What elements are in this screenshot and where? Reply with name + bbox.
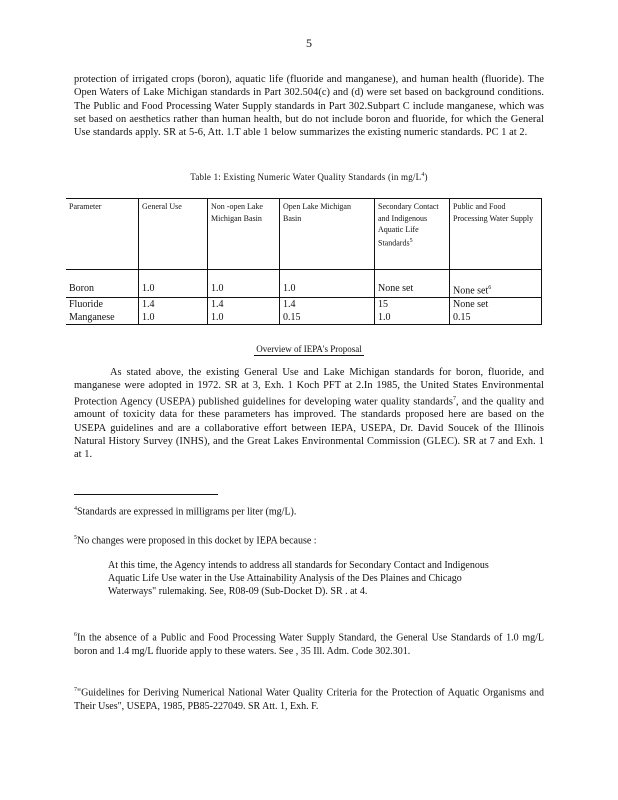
standards-table: [66, 198, 542, 325]
cell-value: [450, 270, 542, 298]
table-caption-close: ): [424, 172, 428, 182]
cell-value: 1.0: [139, 311, 208, 325]
header-parameter: Parameter: [66, 199, 139, 270]
cell-value: 1.4: [139, 298, 208, 312]
cell-value: None set: [450, 298, 542, 312]
header-secondary-contact-text: Secondary Contact and Indigenous Aquatic Life Standards: [378, 202, 439, 248]
cell-value: 1.0: [208, 270, 280, 298]
section-heading: [0, 344, 618, 354]
footnote-7: [74, 684, 544, 713]
footnote-6: [74, 629, 544, 658]
cell-value: 1.0: [139, 270, 208, 298]
header-open-lake-michigan: Open Lake Michigan Basin: [280, 199, 375, 270]
cell-value: 15: [375, 298, 450, 312]
table-row: [66, 270, 542, 298]
overview-text-2: , and the quality and amount of toxicity data for these parameters has improved. The standards proposed here are based on the USEPA guidelines and are a collaborative effort between IEPA, USEPA, Dr. David Soucek of the Illinois Natural History Survey (INHS), and the Great Lakes Environmental Commission (GLEC). SR at 7 and Exh. 1 at 1.: [74, 396, 544, 461]
footnote-4-text: Standards are expressed in milligrams per liter (mg/L).: [77, 506, 297, 518]
cell-value: 0.15: [280, 311, 375, 325]
footnote-6-text: In the absence of a Public and Food Processing Water Supply Standard, the General Use Standards of 1.0 mg/L boron and 1.4 mg/L fluoride apply to these waters. See , 35 Ill. Adm. Code 302.301.: [74, 632, 544, 657]
footnote-ref-7: 7: [452, 395, 456, 402]
cell-value: 1.0: [208, 311, 280, 325]
footnote-5-text: No changes were proposed in this docket by IEPA because :: [77, 535, 317, 547]
table-header-row: [66, 199, 542, 270]
cell-value: 1.4: [208, 298, 280, 312]
header-secondary-note: 5: [409, 237, 413, 244]
table-caption-text: Table 1: Existing Numeric Water Quality Standards (in mg/L: [190, 172, 422, 182]
footnote-5-quote: At this time, the Agency intends to address all standards for Secondary Contact and Indigenous Aquatic Life Use water in the Use Attainability Analysis of the Des Plaines and Chicago Waterways" rulemaking. See, R08-09 (Sub-Docket D). SR . at 4.: [108, 560, 489, 598]
section-heading-text: Overview of IEPA's Proposal: [256, 344, 362, 354]
header-public-food-processing: Public and Food Processing Water Supply: [450, 199, 542, 270]
footnote-7-text: "Guidelines for Deriving Numerical National Water Quality Criteria for the Protection of Aquatic Organisms and Their Uses", USEPA, 1985, PB85-227049. SR Att. 1, Exh. F.: [74, 687, 544, 712]
cell-parameter: Manganese: [66, 311, 139, 325]
footnote-divider: [74, 494, 218, 495]
cell-parameter: Fluoride: [69, 299, 103, 311]
table-row: [66, 311, 542, 325]
intro-paragraph: protection of irrigated crops (boron), aquatic life (fluoride and manganese), and human health (fluoride). The Open Waters of Lake Michigan standards in Part 302.504(c) and (d) were set based on background conditions. The Public and Food Processing Water Supply standards in Part 302.Subpart C include manganese, which was set based on aesthetics rather than human health, but do not include boron and fluoride, for which the General Use standards apply. SR at 5-6, Att. 1.T able 1 below summarizes the existing numeric standards. PC 1 at 2.: [74, 74, 544, 139]
cell-value: None set: [375, 270, 450, 298]
footnote-5: [74, 532, 544, 548]
footnote-6-number: 6: [74, 632, 77, 638]
cell-value: 1.4: [280, 298, 375, 312]
header-secondary-contact: [375, 199, 450, 270]
footnote-4: [74, 503, 544, 519]
footnote-7-number: 7: [74, 687, 77, 693]
cell-value: 1.0: [375, 311, 450, 325]
overview-paragraph: [74, 366, 544, 462]
page-number: 5: [306, 36, 312, 50]
boron-footnote-ref: 6: [488, 285, 492, 291]
table-row: [66, 298, 542, 312]
overview-text-1: As stated above, the existing General Use and Lake Michigan standards for boron, fluoride, and manganese were adopted in 1972. SR at 3, Exh. 1 Koch PFT at 2.In 1985, the United States Environmental Protection Agency (USEPA) published guidelines for developing water quality standards: [74, 367, 544, 408]
table-caption-note: 4: [421, 172, 425, 178]
cell-value: 0.15: [450, 311, 542, 325]
cell-value: 1.0: [280, 270, 375, 298]
table-caption: [74, 172, 544, 182]
header-general-use: General Use: [139, 199, 208, 270]
header-non-open-lake-michigan: Non -open Lake Michigan Basin: [208, 199, 280, 270]
footnote-5-number: 5: [74, 535, 77, 541]
cell-value-text: None set: [453, 285, 489, 297]
cell-parameter: Boron: [66, 270, 139, 298]
footnote-4-number: 4: [74, 506, 77, 512]
